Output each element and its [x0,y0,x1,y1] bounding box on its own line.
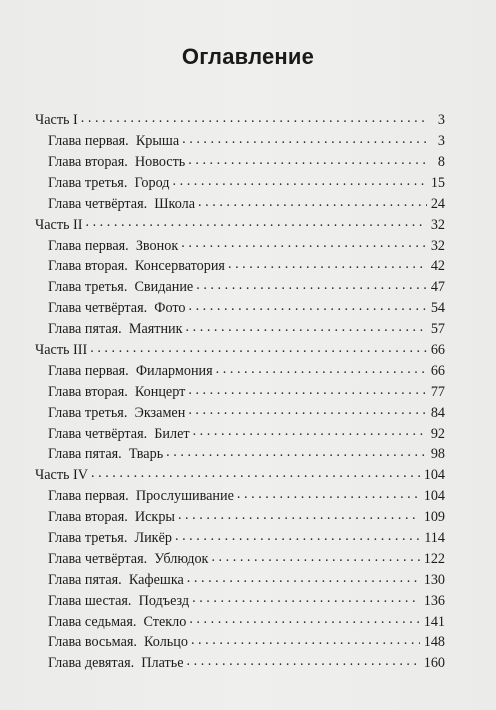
chapter-number: Глава третья. [48,530,128,546]
part-label: Часть I [35,112,78,129]
chapter-label [48,405,188,422]
page-number: 104 [423,488,445,505]
page-number: 84 [430,404,445,421]
dot-leader [216,361,427,375]
page-number: 122 [423,550,445,567]
toc-part-entry [35,340,445,361]
page-number: 57 [430,321,445,338]
chapter-number: Глава четвёртая. [48,300,148,317]
part-label: Часть II [35,216,83,233]
chapter-label [48,572,187,589]
dot-leader [211,549,419,563]
toc-chapter-entry [35,549,445,570]
toc-chapter-entry [35,507,445,528]
chapter-title: Маятник [128,321,183,338]
toc-chapter-entry [35,298,445,319]
toc-chapter-entry [35,653,445,674]
dot-leader [173,173,427,187]
toc-chapter-entry [35,423,445,444]
chapter-number: Глава шестая. [48,592,132,609]
chapter-title: Ублюдок [154,550,209,567]
chapter-number: Глава восьмая. [48,634,137,651]
table-of-contents [35,110,445,674]
chapter-title: Прослушивание [135,488,234,505]
part-label: Часть IV [35,467,89,484]
page-number: 24 [430,195,445,212]
page-number: 141 [423,613,445,630]
dot-leader [85,214,426,228]
chapter-title: Новость [134,153,186,170]
dot-leader [182,131,427,145]
page-number: 130 [423,571,445,588]
toc-chapter-entry [35,402,445,423]
dot-leader [187,570,420,584]
toc-chapter-entry [35,152,445,173]
chapter-title: Крыша [135,133,180,150]
dot-leader [189,611,419,625]
toc-chapter-entry [35,131,445,152]
toc-chapter-entry [35,570,445,591]
page-number: 32 [430,237,445,254]
chapter-label [48,175,173,192]
chapter-title: Экзамен [134,404,186,421]
chapter-title: Свидание [134,279,194,296]
page-number: 148 [423,634,445,651]
dot-leader [186,319,427,333]
chapter-number: Глава первая. [48,133,129,150]
dot-leader [188,152,427,166]
dot-leader [175,528,420,542]
chapter-number: Глава пятая. [48,446,122,463]
dot-leader [228,256,427,270]
dot-leader [198,194,427,208]
page-number: 104 [423,467,445,484]
toc-chapter-entry [35,256,445,277]
chapter-label [48,258,228,275]
chapter-label [48,133,182,150]
page-number: 66 [430,341,445,358]
chapter-number: Глава третья. [48,174,128,191]
page-number: 3 [437,133,445,150]
toc-chapter-entry [35,528,445,549]
page-number: 136 [423,592,445,609]
dot-leader [188,402,427,416]
dot-leader [188,298,426,312]
toc-chapter-entry [35,361,445,382]
chapter-label [48,593,192,610]
dot-leader [192,590,420,604]
toc-chapter-entry [35,611,445,632]
chapter-title: Кольцо [144,634,188,651]
page-number: 160 [423,655,445,672]
chapter-label [48,300,188,317]
chapter-label [48,509,178,526]
page-number: 8 [437,153,445,170]
toc-chapter-entry [35,632,445,653]
chapter-title: Подъезд [138,592,190,609]
toc-chapter-entry [35,235,445,256]
toc-chapter-entry [35,173,445,194]
chapter-title: Платье [141,655,184,672]
chapter-number: Глава четвёртая. [48,550,148,567]
chapter-title: Школа [154,195,196,212]
dot-leader [237,486,420,500]
page-number: 77 [430,383,445,400]
chapter-title: Звонок [135,237,179,254]
dot-leader [166,444,427,458]
toc-chapter-entry [35,590,445,611]
toc-chapter-entry [35,382,445,403]
toc-chapter-entry [35,319,445,340]
chapter-number: Глава вторая. [48,153,128,170]
chapter-label [48,488,237,505]
chapter-label [48,655,187,672]
chapter-number: Глава седьмая. [48,613,137,630]
chapter-label [48,363,216,380]
chapter-title: Ликёр [134,530,172,546]
toc-part-entry [35,465,445,486]
page-number: 114 [424,530,445,546]
toc-part-entry [35,110,445,131]
chapter-title: Билет [154,425,190,442]
chapter-number: Глава первая. [48,362,129,379]
page-title: Оглавление [181,44,315,69]
chapter-title: Тварь [128,446,164,463]
chapter-number: Глава четвёртая. [48,425,148,442]
chapter-number: Глава девятая. [48,655,135,672]
page-number: 54 [430,300,445,317]
chapter-title: Кафешка [128,571,184,588]
chapter-label [48,551,211,568]
dot-leader [81,110,427,124]
dot-leader [91,465,420,479]
chapter-label [48,426,193,443]
chapter-number: Глава пятая. [48,321,122,338]
toc-chapter-entry [35,444,445,465]
chapter-label [48,321,186,338]
chapter-label [48,634,191,651]
toc-chapter-entry [35,277,445,298]
chapter-number: Глава первая. [48,488,129,505]
chapter-title: Город [134,174,170,191]
dot-leader [90,340,427,354]
chapter-number: Глава третья. [48,279,128,296]
toc-chapter-entry [35,486,445,507]
chapter-label [48,196,198,213]
chapter-title: Филармония [135,362,213,379]
chapter-title: Фото [154,300,186,317]
chapter-number: Глава вторая. [48,258,128,275]
page-number: 42 [430,258,445,275]
chapter-label [48,238,181,255]
toc-chapter-entry [35,194,445,215]
page-number: 3 [437,112,445,129]
page-number: 32 [430,216,445,233]
chapter-title: Искры [134,509,175,526]
page-number: 66 [430,362,445,379]
page-number: 92 [430,425,445,442]
dot-leader [191,632,420,646]
chapter-number: Глава первая. [48,237,129,254]
chapter-title: Консерватория [134,258,225,275]
dot-leader [187,653,420,667]
chapter-label [48,384,188,401]
dot-leader [181,235,427,249]
chapter-label [48,446,166,463]
page-number: 98 [430,446,445,463]
chapter-title: Стекло [143,613,187,630]
dot-leader [188,382,426,396]
chapter-number: Глава третья. [48,404,128,421]
chapter-label [48,614,189,631]
chapter-title: Концерт [134,383,186,400]
dot-leader [178,507,420,521]
page-number: 47 [430,279,445,296]
chapter-number: Глава вторая. [48,383,128,400]
part-label: Часть III [35,341,88,358]
chapter-number: Глава пятая. [48,571,122,588]
chapter-label [48,154,188,171]
chapter-number: Глава четвёртая. [48,195,148,212]
chapter-number: Глава вторая. [48,509,128,526]
page-number: 15 [430,174,445,191]
chapter-label [48,279,196,296]
toc-part-entry [35,214,445,235]
dot-leader [193,423,427,437]
chapter-label [48,530,175,547]
dot-leader [196,277,427,291]
page-number: 109 [423,509,445,526]
